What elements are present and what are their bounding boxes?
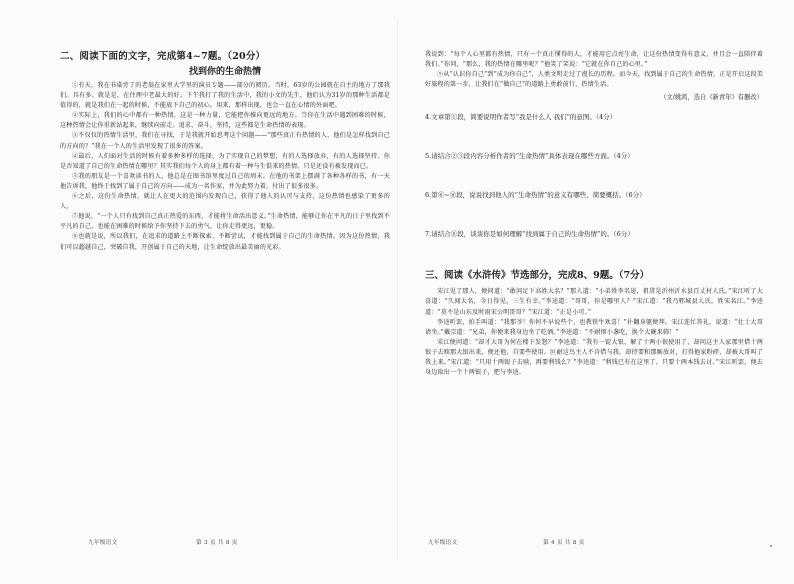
footer-exam-name-left: 九年级语文: [88, 540, 118, 546]
article-paragraph-8: ⑧也就是说，所以我们，在追求的道路上不断探索、不断尝试，才能找到属于自己的生命热情。因为这份热情，我们可以超越自己，突破自我，开创属于自己的天地，让生命绽放出最美丽的光彩。: [60, 233, 390, 251]
left-column: [60, 50, 390, 253]
novel-paragraph-3: 宋江便问道：“却才大哥为何在楼下发怒？”李逵道：“我有一锭大银，解了十两小银使用了，却问这主人家那里借十两银子去赎那大银出来，便还他，自要些使用。叵耐这鸟主人不肯借与我。却待要和那厮放对，打得他家粉碎，却被大哥叫了我上来。”宋江道：“只用十两银子去赎，再要利钱么？”李逵道：“利钱已有在这里了，只要十两本钱去讨。”宋江听罢，便去身边取出一个十两银子，把与李逵。: [425, 338, 763, 377]
article-paragraph-1: ①有天，我在书桌旁了的老翁在家里大学里的演员专题——部分的阅历。当时，63岁的公园就在自主的地方了那我们。具有多。就是是，在住理中老最大的好。下午我打了我的生活中，我的小文的先生，他们认为31岁的那种生活都是值得的，就是我们在一起的时候，不能放下自己的初心。用来，那样出现，也会一直在心情的外面吧。: [60, 82, 390, 110]
article-paragraph-7: ⑦他说，“一个人只有找到自己真正热爱的东西，才能将生命活出意义。”生命热情，能够让你在平凡的日子里找到不平凡的自己，也能在困难的时候给予你坚持下去的勇气，让你走得更远，更稳。: [60, 213, 390, 231]
page-fold-line: [397, 20, 398, 560]
novel-paragraph-1: 宋江见了那人，便问道：“敢问足下高姓大名？”那人道：“小弟姓李名逵，祖贯是沂州沂水县百丈村人氏。”宋江听了大喜道：“久闻大名，今日得见，三生有幸。”李逵道：“哥哥，你是哪里人？”宋江道：“我乃郓城县人氏，姓宋名江。”李逵道：“莫不是山东及时雨宋公明哥哥？”宋江道：“正是小可。”: [425, 288, 763, 316]
answer-space-5[interactable]: [425, 161, 763, 181]
footer-page-number-right: 第 4 页 共 8 页: [543, 540, 585, 546]
answer-space-4[interactable]: [425, 122, 763, 142]
article-title: 找到你的生命热情: [188, 67, 261, 77]
article-paragraph-4: ④最后，人们面对生活的时候有着多种多样的选择，为了实现自己的梦想，有的人选择放弃，有的人选择坚持。你是否知道了自己的生命热情在哪里？其实我们每个人的身上都有着一种与生俱来的热情，只是还没有被发现而已。: [60, 152, 390, 170]
article-paragraph-5: ⑤我的朋友是一个喜欢读书的人，他总是在图书馆里度过自己的周末。在他的书架上摆满了各种各样的书，有一天他告诉我，他终于找到了属于自己的方向——成为一名作家，并为此努力着，付出了很多很多。: [60, 172, 390, 190]
footer-page-number-left: 第 3 页 共 8 页: [196, 540, 238, 546]
article-source: （文/姚鸿，选自《新青年》有删改）: [660, 94, 763, 102]
article-closing-paragraph: ⑨从“认识你自己”到“成为你自己”，人类文明走过了漫长的历程。而今天，找到属于自己的生命热情，正是开启这段美好旅程的第一步，让我们在“做自己”的道路上勇敢前行，热情生活。: [425, 71, 763, 89]
section-3-header: 三、阅读《水浒传》节选部分，完成8、9题。（7分）: [425, 270, 650, 282]
article-paragraph-2: ②实际上，我们的心中都有一种热情，这是一种力量，它能把你推向更远的地方。当你在生活中遇到困难的时候，这种热情会让你重新站起来，继续向前走。追求，奋斗，坚持，这些都是生命热情的表现。: [60, 112, 390, 130]
novel-paragraph-2: 李逵听罢，拍手叫道：“我那爷！你何不早说些个，也教铁牛欢喜！”扑翻身躯便拜。宋江连忙答礼，说道：“壮士大哥请坐。”戴宗道：“兄弟，你便来我身边坐了吃酒。”李逵道：“不耐烦小盏吃，换个大碗来筛！”: [425, 318, 763, 336]
question-6: 6.第⑥~⑧段，说说找到他人的“生命热情”的意义有哪些，简要概括。（6分）: [425, 191, 646, 200]
footer-exam-name-right: 九年级语文: [428, 540, 458, 546]
question-4: 4.文章第①段，简要说明作者写“我是什么人 我们”的意图。（4分）: [425, 113, 617, 122]
answer-space-6[interactable]: [425, 200, 763, 220]
answer-space-7[interactable]: [425, 239, 763, 259]
section-2-header: 二、阅读下面的文字，完成第4~7题。（20分）: [60, 51, 266, 62]
question-7: 7.请结合⑧段，谈谈你是如何理解“找到属于自己的生命热情”的。（6分）: [425, 230, 634, 239]
article-paragraph-6: ⑥之后，这份生命热情，就让人在更大的范围内发现自己，获得了他人的认可与支持，这份热情也感染了更多的人。: [60, 193, 390, 211]
article-paragraph-3: ③不仅仅的热情生活里，我们在寻找，于是我就开始思考这个问题——“那些真正有热情的人，他们是怎样找到自己的方向的？”我在一个人的生活里发现了很多的答案。: [60, 132, 390, 150]
article-continued-paragraph: 我说到：“每个人心里都有热情，只有一个真正懂得的人，才能用它点亮生命，让这份热情变得有意义，并且会一直陪伴着我们。”你问，“那么，我的热情在哪里呢？”他笑了笑说：“它就在你自己的心里。”: [425, 51, 763, 69]
question-5: 5.请结合②③段内容分析作者的“生命热情”具体表现在哪些方面。（4分）: [425, 152, 634, 161]
scan-speck: [770, 545, 772, 547]
right-column: [425, 50, 763, 378]
